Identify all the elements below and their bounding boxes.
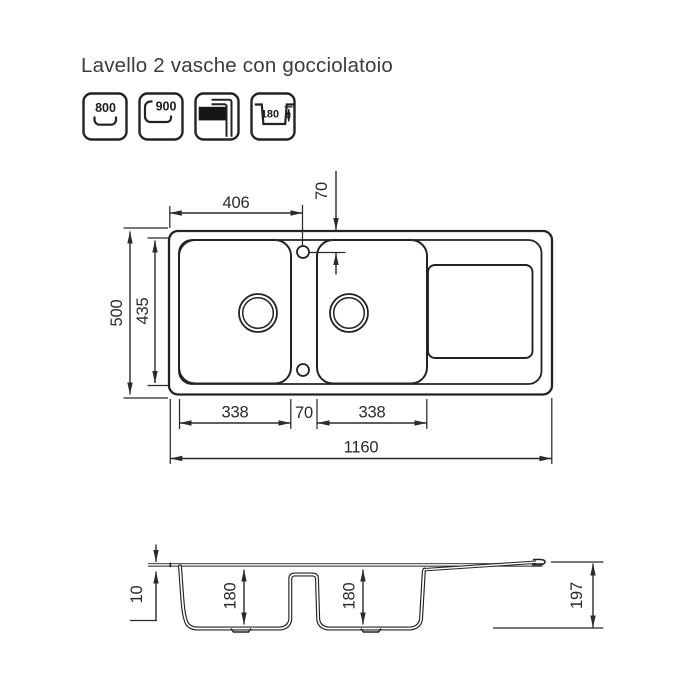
drain-left-outer xyxy=(239,294,277,332)
bowls-profile xyxy=(180,567,425,629)
cabinet-width-bracket-icon xyxy=(95,117,117,125)
drain-right-outer xyxy=(330,294,368,332)
dim-406 xyxy=(170,194,303,247)
dim-label: 180 xyxy=(221,582,240,610)
reversible-drainer-icon xyxy=(199,107,227,121)
dim-label: 197 xyxy=(568,582,586,609)
tap-hole xyxy=(297,246,309,258)
dim-70-tap xyxy=(308,171,346,275)
dim-label-gap: 70 xyxy=(295,403,313,422)
badge-cabinet-800 xyxy=(84,94,127,140)
dim-180-right xyxy=(341,570,364,625)
dim-10 xyxy=(128,545,157,621)
dim-197 xyxy=(493,562,604,628)
drainer-area xyxy=(428,265,533,358)
page-title: Lavello 2 vasche con gocciolatoio xyxy=(81,54,394,77)
badge-depth-180 xyxy=(252,94,295,140)
sink-inner-rim xyxy=(179,240,542,384)
dim-label-bowl2: 338 xyxy=(358,403,386,422)
dim-bottom-row xyxy=(180,399,427,429)
badge-180-label: 180 xyxy=(260,108,280,121)
drain-left-inner xyxy=(243,298,274,329)
drain-right-inner xyxy=(334,298,365,329)
dim-label: 10 xyxy=(128,585,146,604)
dim-label: 180 xyxy=(340,582,359,610)
badge-800-label: 800 xyxy=(95,101,116,115)
dim-180-left xyxy=(222,570,245,625)
badge-900-label: 900 xyxy=(155,99,177,114)
overflow-hole xyxy=(297,364,309,376)
dim-label-bowl1: 338 xyxy=(221,403,249,422)
dim-label: 70 xyxy=(313,182,331,200)
dim-label: 435 xyxy=(134,297,152,325)
dim-label: 500 xyxy=(108,299,126,327)
badge-reversible xyxy=(196,94,239,140)
dim-label: 406 xyxy=(222,194,250,212)
bowl-left xyxy=(179,240,291,384)
dim-label: 1160 xyxy=(343,438,379,457)
dim-435 xyxy=(134,238,168,386)
sink-outer-edge xyxy=(169,231,552,395)
badge-cabinet-900 xyxy=(140,94,183,140)
top-view xyxy=(169,231,552,395)
